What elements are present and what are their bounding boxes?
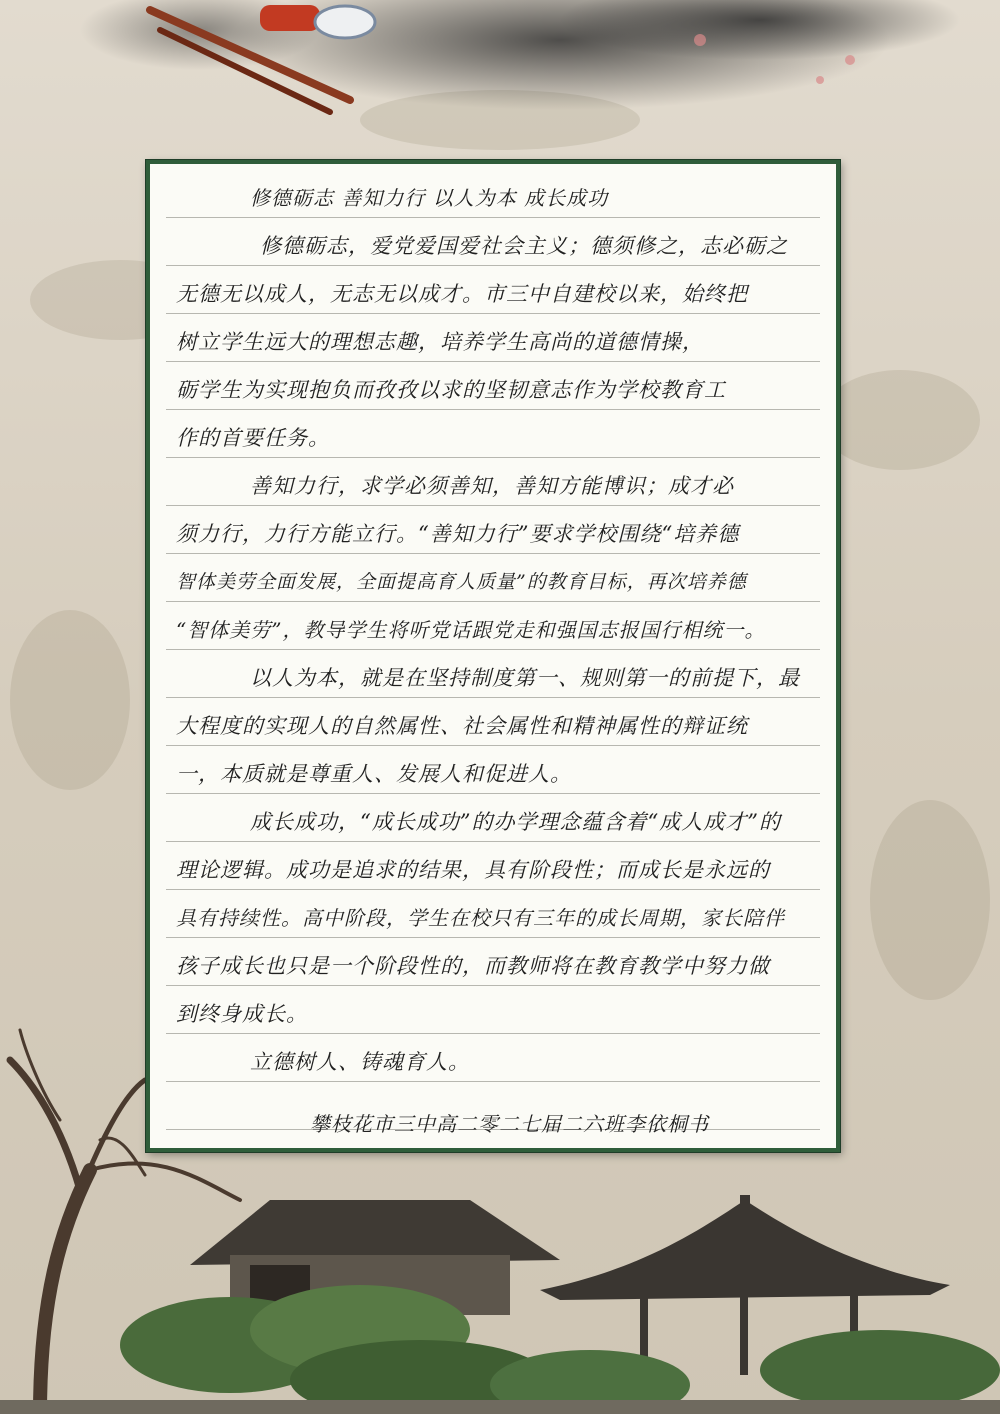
essay-line: 无德无以成人，无志无以成才。市三中自建校以来，始终把 [176, 282, 748, 306]
essay-line: 作的首要任务。 [176, 426, 330, 450]
essay-line: “智体美劳”，教导学生将听党话跟党走和强国志报国行相统一。 [176, 618, 766, 642]
essay-line: 具有持续性。高中阶段，学生在校只有三年的成长周期，家长陪伴 [176, 906, 785, 930]
essay-line: 成长成功，“成长成功”的办学理念蕴含着“成人成才”的 [250, 810, 781, 834]
ruled-paper [146, 160, 840, 1152]
essay-line: 智体美劳全面发展，全面提高育人质量”的教育目标，再次培养德 [176, 571, 747, 593]
essay-line: 树立学生远大的理想志趣，培养学生高尚的道德情操， [176, 330, 704, 354]
essay-line: 修德砺志，爱党爱国爱社会主义；德须修之，志必砺之 [260, 234, 788, 258]
essay-line: 善知力行，求学必须善知，善知方能博识；成才必 [250, 474, 734, 498]
essay-line: 理论逻辑。成功是追求的结果，具有阶段性；而成长是永远的 [176, 858, 770, 882]
essay-line: 孩子成长也只是一个阶段性的，而教师将在教育教学中努力做 [176, 954, 770, 978]
essay-line: 一，本质就是尊重人、发展人和促进人。 [176, 762, 572, 786]
essay-title: 修德砺志 善知力行 以人为本 成长成功 [250, 186, 609, 210]
author-signature: 攀枝花市三中高二零二七届二六班李依桐书 [310, 1112, 709, 1136]
essay-line: 大程度的实现人的自然属性、社会属性和精神属性的辩证统 [176, 714, 748, 738]
essay-line: 须力行，力行方能立行。“善知力行”要求学校围绕“培养德 [176, 522, 740, 546]
essay-line: 到终身成长。 [176, 1002, 308, 1026]
essay-line: 以人为本，就是在坚持制度第一、规则第一的前提下，最 [250, 666, 800, 690]
essay-closing: 立德树人、铸魂育人。 [250, 1050, 470, 1074]
essay-line: 砺学生为实现抱负而孜孜以求的坚韧意志作为学校教育工 [176, 378, 726, 402]
